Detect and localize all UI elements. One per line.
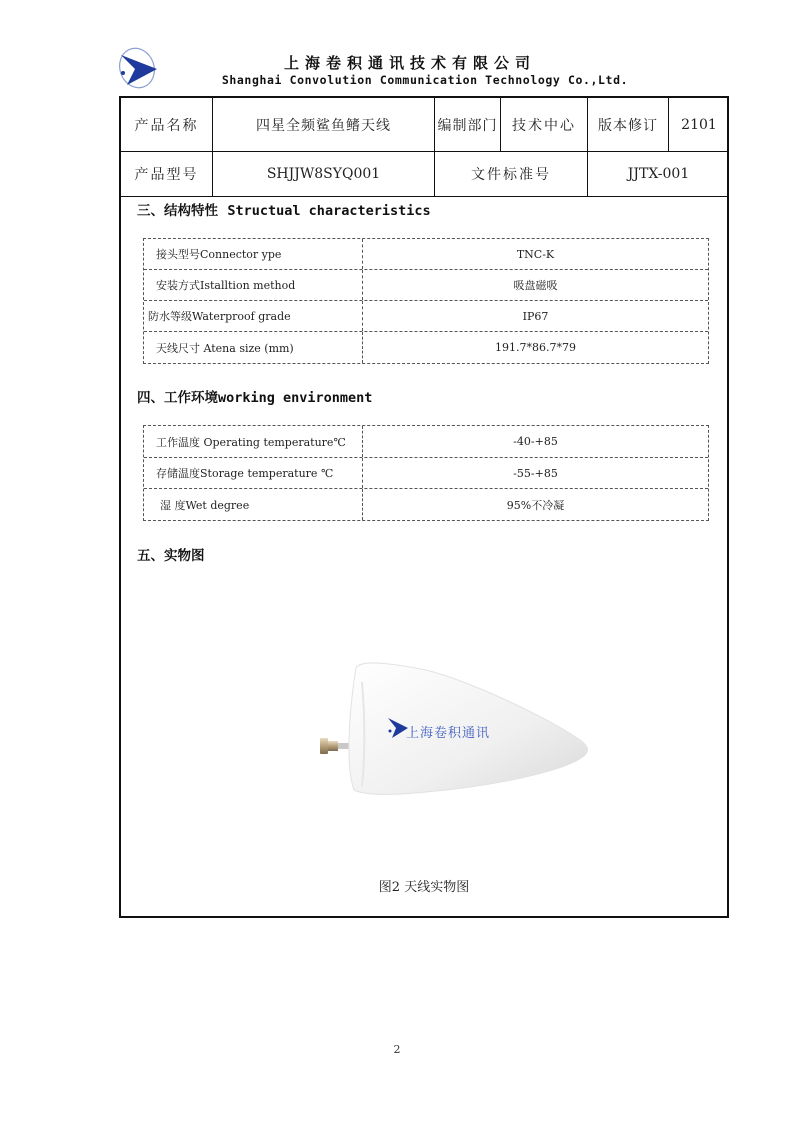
spec-key: 天线尺寸 Atena size (mm): [144, 332, 363, 363]
spec-key: 接头型号Connector ype: [144, 239, 363, 269]
spec-key: 工作温度 Operating temperature℃: [144, 426, 363, 457]
table-row: [144, 332, 708, 363]
document-frame: [119, 96, 729, 918]
spec-value: 95%不冷凝: [506, 498, 565, 512]
spec-value: -55-+85: [513, 466, 558, 480]
dept-label: 编制部门: [435, 98, 501, 151]
table-row: [144, 426, 708, 458]
company-name-en: Shanghai Convolution Communication Technology Co.,Ltd.: [221, 73, 629, 87]
dept-value: 技术中心: [501, 98, 588, 151]
section-structure-title-en: Structual characteristics: [227, 203, 431, 219]
info-row-1: [121, 98, 727, 152]
revision-label: 版本修订: [588, 98, 669, 151]
page-number: 2: [393, 1043, 401, 1056]
product-model-value: SHJJW8SYQ001: [213, 151, 435, 196]
environment-table: [143, 425, 709, 521]
spec-key: 防水等级Waterproof grade: [144, 301, 363, 331]
info-row-2: [121, 151, 727, 197]
section-environment-title-en: working environment: [218, 390, 373, 406]
file-standard-value: JJTX-001: [627, 165, 690, 182]
spec-key: 存储温度Storage temperature ℃: [144, 458, 363, 488]
revision-value: 2101: [681, 116, 717, 133]
spec-value: -40-+85: [513, 435, 558, 448]
product-name-label: 产品名称: [121, 98, 213, 151]
spec-key: 安装方式Istalltion method: [144, 270, 363, 300]
antenna-brand-label: 上海卷积通讯: [406, 726, 491, 741]
file-standard-label: 文件标准号: [435, 151, 588, 196]
spec-value: 吸盘磁吸: [513, 279, 558, 292]
product-name-value: 四星全频鲨鱼鳍天线: [213, 98, 435, 151]
section-environment-heading: [137, 386, 372, 406]
section-photo-heading: 五、实物图: [137, 548, 205, 564]
section-structure-title-cn: 三、结构特性: [137, 203, 218, 219]
company-name-cn: 上海卷积通讯技术有限公司: [283, 54, 536, 72]
section-environment-title-cn: 四、工作环境: [137, 390, 218, 406]
spec-value: TNC-K: [516, 247, 555, 261]
spec-key: 湿 度Wet degree: [144, 489, 363, 520]
table-row: [144, 301, 708, 332]
spec-value: IP67: [522, 309, 549, 323]
table-row: [144, 270, 708, 301]
section-structure-heading: [137, 199, 431, 219]
structure-table: [143, 238, 709, 364]
product-model-label: 产品型号: [121, 151, 213, 196]
table-row: [144, 489, 708, 520]
company-logo-icon: [117, 45, 161, 91]
spec-value: 191.7*86.7*79: [495, 341, 576, 354]
figure-caption: 图2 天线实物图: [378, 880, 470, 895]
table-row: [144, 458, 708, 489]
table-row: [144, 239, 708, 270]
